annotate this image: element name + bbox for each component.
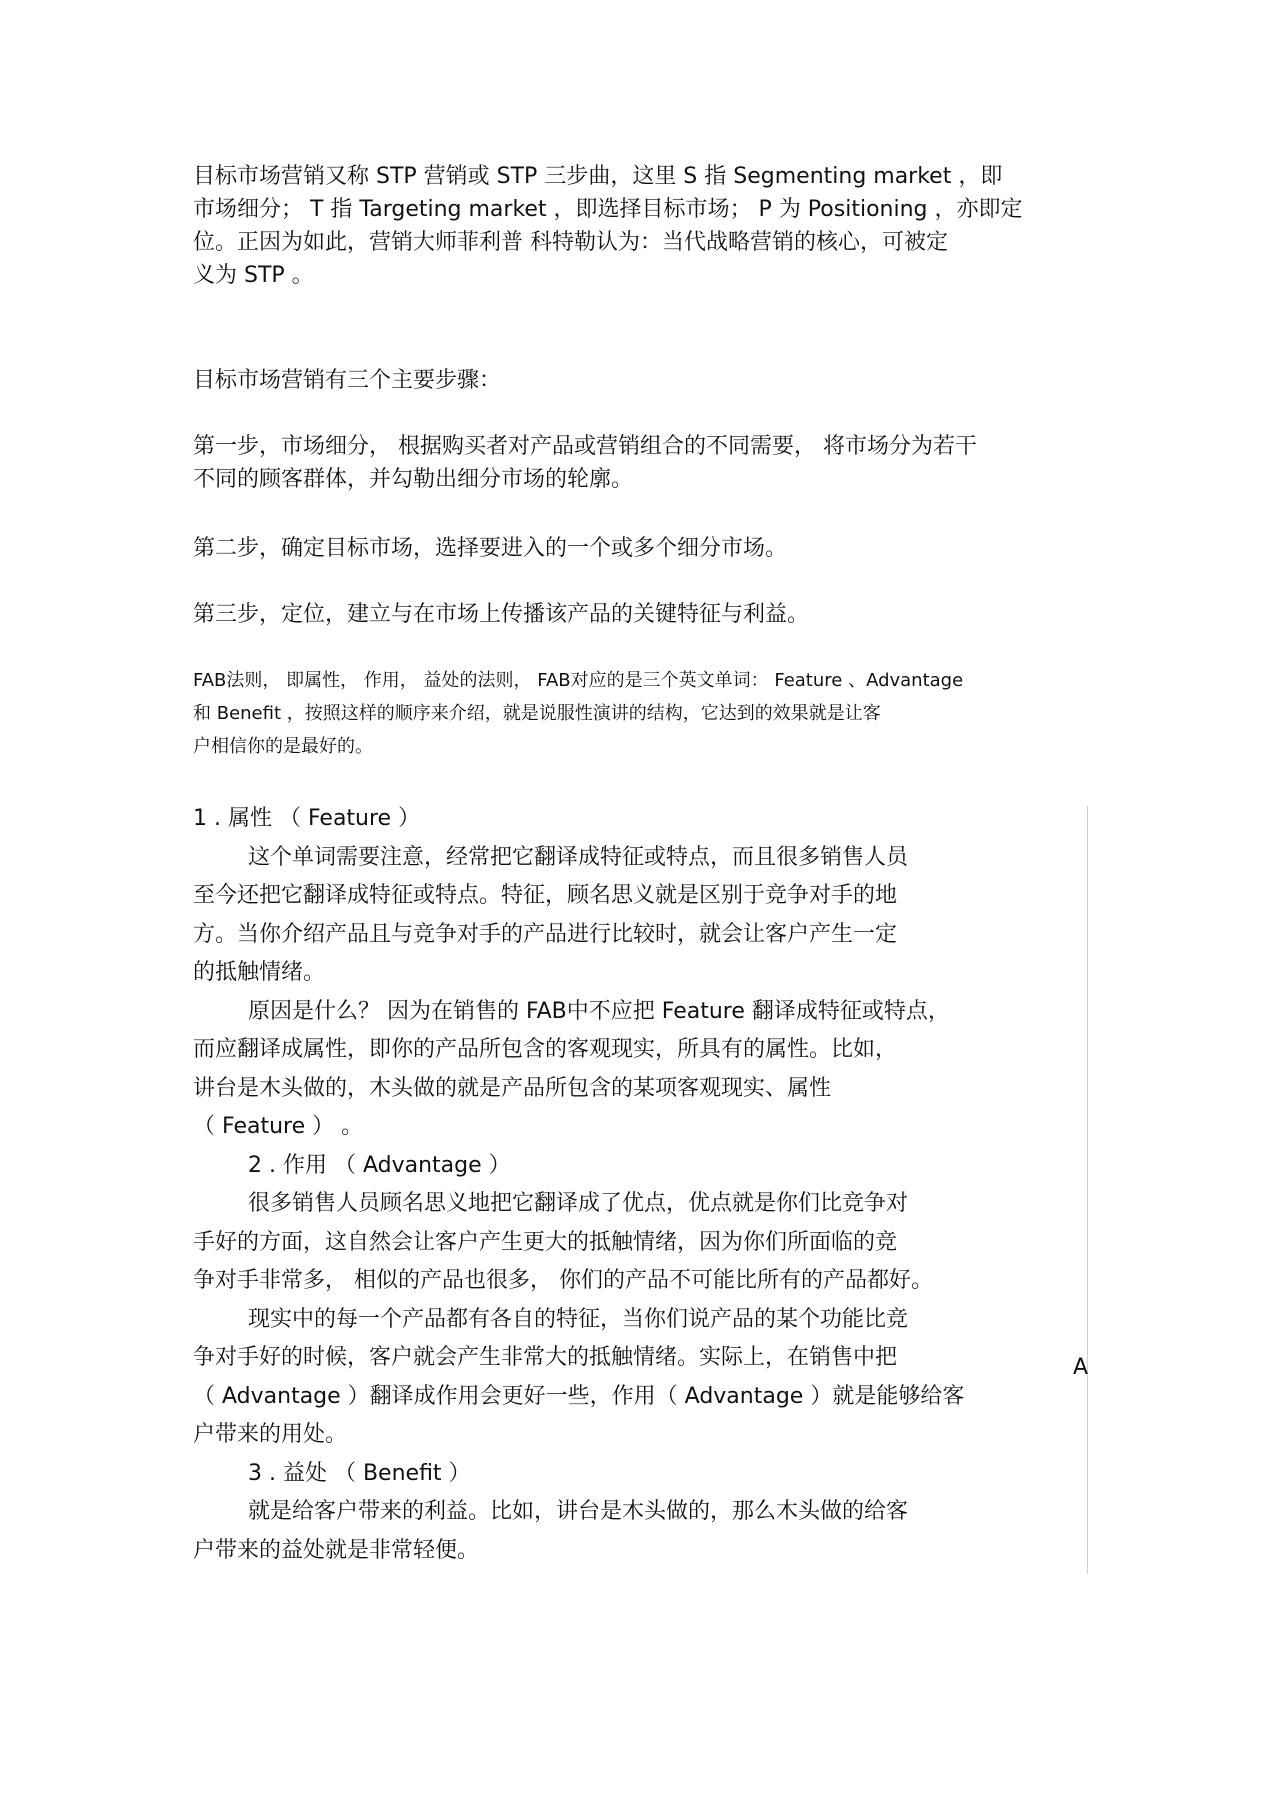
intro-line: 义为 STP 。 xyxy=(193,263,314,288)
benefit-heading: 3 . 益处 （ Benefit ） xyxy=(248,1460,471,1486)
feature-text-line: 讲台是木头做的，木头做的就是产品所包含的某项客观现实、属性 xyxy=(193,1075,832,1101)
advantage-text-line: （ Advantage ）翻译成作用会更好一些，作用（ Advantage ）就是能够给客 xyxy=(193,1383,965,1409)
advantage-text-line: 争对手好的时候，客户就会产生非常大的抵触情绪。实际上，在销售中把 xyxy=(193,1345,898,1370)
feature-heading: 1 . 属性 （ Feature ） xyxy=(193,806,421,831)
intro-line: 市场细分； T 指 Targeting market ，即选择目标市场； P 为 Positioning ，亦即定 xyxy=(193,197,1023,222)
section-right-border xyxy=(1087,806,1088,1574)
step1-paragraph xyxy=(193,430,1098,496)
step1-line: 不同的顾客群体，并勾勒出细分市场的轮廓。 xyxy=(193,467,634,492)
feature-text-line: （ Feature ） 。 xyxy=(193,1114,364,1139)
feature-text-line: 方。当你介绍产品且与竞争对手的产品进行比较时，就会让客户产生一定 xyxy=(193,921,898,947)
fab-intro-line: 户相信你的是最好的。 xyxy=(193,736,373,757)
fab-intro-paragraph xyxy=(193,664,1098,763)
fab-intro-line: 和 Benefit ，按照这样的顺序来介绍，就是说服性演讲的结构，它达到的效果就是让客 xyxy=(193,703,881,724)
fab-intro-line: FAB法则， 即属性， 作用， 益处的法则， FAB对应的是三个英文单词： Feature 、Advantage xyxy=(193,670,964,691)
advantage-text-line: 很多销售人员顾名思义地把它翻译成了优点，优点就是你们比竞争对 xyxy=(248,1191,909,1216)
feature-text-line: 至今还把它翻译成特征或特点。特征，顾名思义就是区别于竞争对手的地 xyxy=(193,883,898,908)
advantage-text-line: 手好的方面，这自然会让客户产生更大的抵触情绪，因为你们所面临的竞 xyxy=(193,1229,898,1255)
advantage-text-line: 户带来的用处。 xyxy=(193,1422,348,1447)
benefit-text-line: 就是给客户带来的利益。比如，讲台是木头做的，那么木头做的给客 xyxy=(248,1499,909,1524)
step1-line: 第一步，市场细分， 根据购买者对产品或营销组合的不同需要， 将市场分为若干 xyxy=(193,434,977,459)
feature-text-line: 的抵触情绪。 xyxy=(193,960,326,985)
fab-section xyxy=(193,800,1085,1570)
stray-letter: A xyxy=(1073,1355,1089,1380)
feature-text-line: 原因是什么？ 因为在销售的 FAB中不应把 Feature 翻译成特征或特点， xyxy=(248,998,950,1024)
intro-line: 位。正因为如此，营销大师菲利普 科特勒认为：当代战略营销的核心，可被定 xyxy=(193,230,948,255)
feature-text-line: 这个单词需要注意，经常把它翻译成特征或特点，而且很多销售人员 xyxy=(248,844,909,870)
advantage-text-line: 现实中的每一个产品都有各自的特征，当你们说产品的某个功能比竞 xyxy=(248,1306,909,1332)
feature-text-line: 而应翻译成属性，即你的产品所包含的客观现实，所具有的属性。比如， xyxy=(193,1037,898,1062)
step3-paragraph: 第三步，定位，建立与在市场上传播该产品的关键特征与利益。 xyxy=(193,602,810,627)
step2-paragraph: 第二步，确定目标市场，选择要进入的一个或多个细分市场。 xyxy=(193,536,788,561)
intro-paragraph xyxy=(193,160,1098,292)
advantage-heading: 2 . 作用 （ Advantage ） xyxy=(248,1152,511,1178)
intro-line: 目标市场营销又称 STP 营销或 STP 三步曲，这里 S 指 Segmenting market ，即 xyxy=(193,164,1003,189)
advantage-text-line: 争对手非常多， 相似的产品也很多， 你们的产品不可能比所有的产品都好。 xyxy=(193,1268,933,1293)
steps-heading: 目标市场营销有三个主要步骤： xyxy=(193,368,502,393)
benefit-text-line: 户带来的益处就是非常轻便。 xyxy=(193,1537,480,1563)
